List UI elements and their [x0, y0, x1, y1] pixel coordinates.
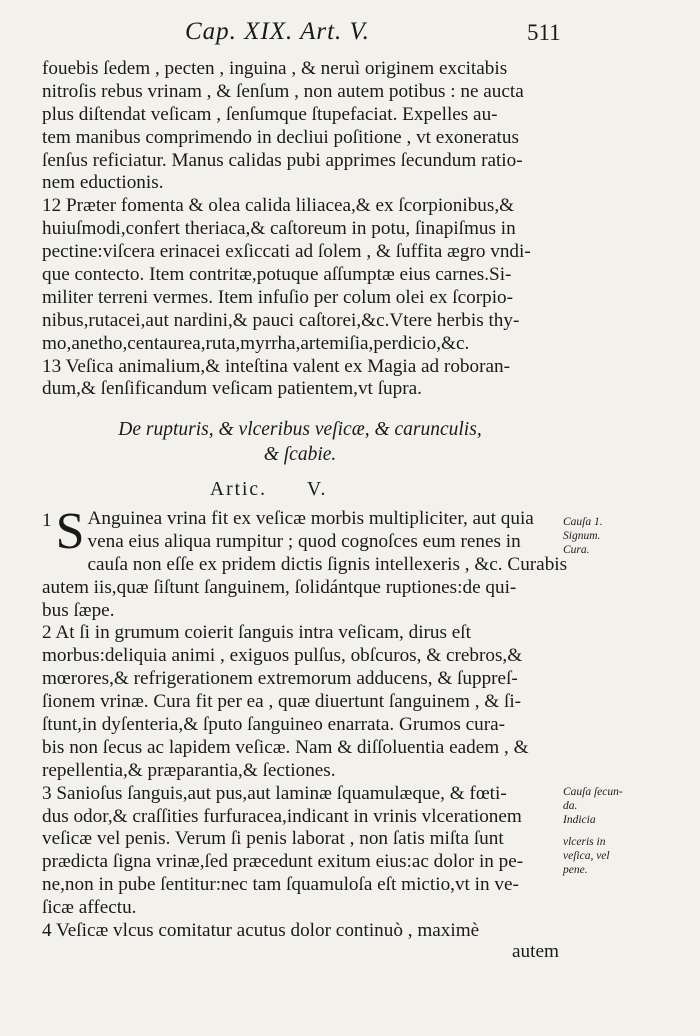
- marginal-note: Indicia: [563, 814, 596, 826]
- paragraph-12-line: nibus,rutacei,aut nardini,& pauci caſtorei,&c.Vtere herbis thy-: [42, 309, 520, 331]
- paragraph-1-line: bus ſæpe.: [42, 599, 115, 621]
- paragraph-1-line: cauſa non eſſe ex pridem dictis ſignis intellexeris , &c. Curabis: [87, 553, 568, 575]
- text-line: fouebis ſedem , pecten , inguina , & neruì originem excitabis: [42, 58, 508, 79]
- paragraph-2-line: 2 At ſi in grumum coierit ſanguis intra veſicam, dirus eſt: [42, 622, 471, 644]
- marginal-note: Cura.: [563, 544, 590, 556]
- paragraph-4-line: 4 Veſicæ vlcus comitatur acutus dolor continuò , maximè: [42, 920, 480, 942]
- paragraph-2-line: repellentia,& præparantia,& ſectiones.: [42, 759, 336, 781]
- paragraph-13-line: dum,& ſenſificandum veſicam patientem,vt ſupra.: [42, 378, 422, 400]
- paragraph-1-number: 1: [42, 510, 52, 531]
- paragraph-1-line: vena eius aliqua rumpitur ; quod cognoſces eum renes in: [87, 530, 521, 552]
- paragraph-13-line: 13 Veſica animalium,& inteſtina valent ex Magia ad roboran-: [42, 355, 510, 377]
- marginal-note: veſica, vel: [563, 850, 610, 862]
- paragraph-12-line: militer terreni vermes. Item infuſio per colum olei ex ſcorpio-: [42, 286, 514, 308]
- paragraph-3-line: 3 Sanioſus ſanguis,aut pus,aut laminæ ſquamulæque, & fœti-: [42, 782, 507, 804]
- paragraph-2-line: ſionem vrinæ. Cura fit per ea , quæ diuertunt ſanguinem , & ſi-: [42, 691, 522, 713]
- article-number: V.: [306, 479, 328, 500]
- paragraph-3-line: dus odor,& craſſities furfuracea,indicant in vrinis vlcerationem: [42, 805, 522, 827]
- marginal-note: pene.: [563, 864, 588, 876]
- text-line: nem eductionis.: [42, 172, 164, 194]
- paragraph-12-line: pectine:viſcera erinacei exſiccati ad ſolem , & ſuffita ægro vndi-: [42, 241, 531, 263]
- catchword: autem: [512, 941, 559, 962]
- text-line: ſenſus reficiatur. Manus calidas pubi apprimes ſecundum ratio-: [42, 149, 523, 171]
- running-head: Cap. XIX. Art. V.: [185, 18, 370, 45]
- marginal-note: vlceris in: [563, 836, 606, 848]
- paragraph-12-line: que contecto. Item contritæ,potuque aſſumptæ eius carnes.Si-: [42, 264, 512, 286]
- paragraph-12-line: 12 Præter fomenta & olea calida liliacea,& ex ſcorpionibus,&: [42, 195, 515, 217]
- paragraph-1-opening: [42, 503, 562, 560]
- paragraph-3-line: prædicta ſigna vrinæ,ſed præcedunt exitum eius:ac dolor in pe-: [42, 851, 524, 873]
- text-line: tem manibus comprimendo in decliui poſitione , vt exoneratus: [42, 126, 519, 148]
- marginal-note: da.: [563, 800, 578, 812]
- page-number: 511: [527, 20, 561, 45]
- paragraph-3-line: ne,non in pube ſentitur:nec tam ſquamuloſa eſt mictio,vt in ve-: [42, 874, 519, 896]
- section-heading: De rupturis, & vlceribus veſicæ, & carunculis,: [118, 419, 482, 440]
- marginal-note: Cauſa 1.: [563, 516, 603, 528]
- marginal-note: Signum.: [563, 530, 601, 542]
- drop-cap: S: [55, 503, 85, 560]
- paragraph-2-line: ſtunt,in dyſenteria,& ſputo ſanguineo enarrata. Grumos cura-: [42, 714, 506, 736]
- paragraph-3-line: veſicæ vel penis. Verum ſi penis laborat , non ſatis miſta ſunt: [42, 828, 504, 850]
- paragraph-3-line: ſicæ affectu.: [42, 897, 137, 919]
- paragraph-2-line: mœrores,& refrigerationem extremorum adducens, & ſuppreſ-: [42, 668, 518, 690]
- text-line: nitroſis rebus vrinam , & ſenſum , non autem potibus : ne aucta: [42, 80, 524, 102]
- section-heading-continued: & ſcabie.: [263, 444, 337, 465]
- article-word: Artic.: [210, 479, 267, 500]
- article-text-block: [42, 503, 568, 943]
- paragraph-12-line: huiuſmodi,confert theriaca,& caſtoreum in potu, ſinapiſmus in: [42, 218, 516, 240]
- paragraph-1-line: autem iis,quæ ſiſtunt ſanguinem, ſolidántque ruptiones:de qui-: [42, 576, 517, 598]
- paragraph-1-line: Anguinea vrina fit ex veſicæ morbis multipliciter, aut quia: [87, 508, 534, 529]
- text-line: plus diſtendat veſicam , ſenſumque ſtupefaciat. Expelles au-: [42, 103, 498, 125]
- paragraph-12-line: mo,anetho,centaurea,ruta,myrrha,artemiſia,perdicio,&c.: [42, 332, 470, 354]
- marginal-note: Cauſa ſecun-: [563, 786, 623, 798]
- paragraph-2-line: morbus:deliquia animi , exiguos pulſus, obſcuros, & crebros,&: [42, 645, 523, 667]
- upper-text-block: [42, 58, 562, 401]
- paragraph-2-line: bis non ſecus ac lapidem veſicæ. Nam & diſſoluentia eadem , &: [42, 736, 529, 758]
- article-label: [210, 479, 327, 501]
